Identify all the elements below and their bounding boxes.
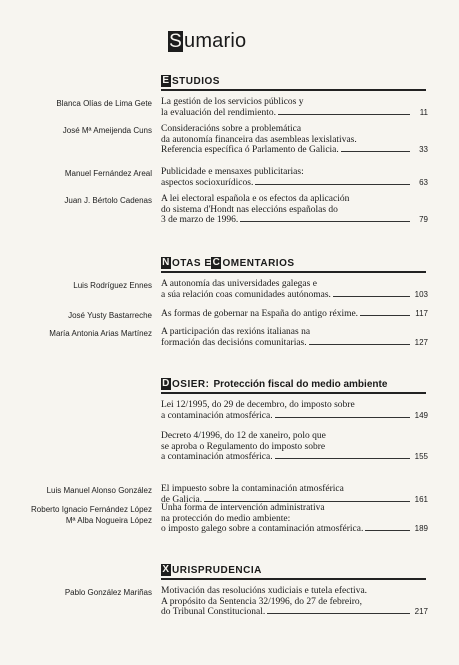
entry-title-line: Unha forma de intervención administrativa: [161, 503, 325, 513]
entry-title-text: o imposto galego sobre a contaminación atmosférica.: [161, 524, 364, 535]
page-title: [168, 30, 246, 53]
entry-title-text: a contaminación atmosférica.: [161, 452, 273, 463]
entry-title-line: La gestión de los servicios públicos y: [161, 97, 304, 107]
toc-entry[interactable]: [161, 124, 428, 156]
page-number: 103: [414, 289, 428, 299]
leader-line: [267, 613, 410, 614]
toc-entry[interactable]: [161, 503, 428, 535]
page-number: 127: [414, 337, 428, 347]
entry-title-line: [161, 178, 428, 189]
entry-title-line: [161, 338, 428, 349]
entry-title-text: a contaminación atmosférica.: [161, 410, 273, 421]
page-number: 79: [419, 215, 428, 225]
entry-title-text: do Tribunal Constitucional.: [161, 607, 266, 618]
entry-title-line: [161, 215, 428, 226]
toc-entry[interactable]: [161, 167, 428, 188]
entry-title-text: aspectos socioxurídicos.: [161, 177, 254, 188]
section-initial: N: [162, 257, 170, 268]
entry-title-line: [161, 452, 428, 463]
entry-title-line: Lei 12/1995, do 29 de decembro, do imposto sobre: [161, 400, 355, 410]
author-name: María Antonia Arias Martínez: [49, 329, 152, 338]
entry-title-line: El impuesto sobre la contaminación atmosférica: [161, 484, 344, 494]
section-heading: [161, 564, 262, 576]
author-name: Juan J. Bértolo Cadenas: [64, 196, 152, 205]
entry-author: [0, 485, 152, 496]
entry-title-text: la evaluación del rendimiento.: [161, 107, 277, 118]
page-number: 161: [414, 494, 428, 504]
entry-title-text: As formas de gobernar na España do antigo réxime.: [161, 309, 359, 319]
author-name: Luis Manuel Alonso González: [46, 486, 152, 495]
page-number: 189: [414, 524, 428, 534]
leader-line: [365, 530, 410, 531]
entry-title-line: Decreto 4/1996, do 12 de xaneiro, polo que: [161, 431, 326, 441]
section-title: STUDIOS: [172, 75, 220, 87]
entry-title-line: A participación das rexións italianas na: [161, 327, 311, 337]
entry-title-line: Publicidade e mensaxes publicitarias:: [161, 167, 304, 177]
page-number: 33: [419, 145, 428, 155]
entry-title-text: formación das decisións comunitarias.: [161, 337, 307, 348]
leader-line: [240, 221, 410, 222]
entry-title-line: da autonomía financeira das asembleas lexislativas.: [161, 134, 357, 145]
page-number: 149: [414, 410, 428, 420]
entry-title-line: [161, 607, 428, 618]
section-title: OSIER:: [172, 378, 210, 390]
section-initial: E: [162, 75, 170, 86]
toc-entry[interactable]: [161, 309, 428, 320]
entry-title-line: [161, 145, 428, 156]
toc-entry[interactable]: [161, 279, 428, 300]
entry-title-line: se aproba o Regulamento do imposto sobre: [161, 441, 326, 452]
leader-line: [278, 114, 410, 115]
section-heading: [161, 75, 220, 87]
author-name: José Mª Ameijenda Cuns: [62, 126, 152, 135]
author-name: Roberto Ignacio Fernández López: [31, 505, 152, 514]
entry-title-line: [161, 411, 428, 422]
entry-title-text: Referencia específica ó Parlamento de Galicia.: [161, 145, 339, 156]
section-rule: [161, 271, 426, 273]
section-title: OMENTARIOS: [222, 257, 295, 269]
entry-author: [0, 587, 152, 598]
entry-author: [0, 125, 152, 136]
toc-entry[interactable]: [161, 431, 428, 463]
author-name: Pablo González Mariñas: [64, 588, 152, 597]
leader-line: [309, 344, 410, 345]
author-name: Luis Rodríguez Ennes: [73, 281, 152, 290]
leader-line: [204, 501, 410, 502]
entry-title-line: Motivación das resolucións xudiciais e tutela efectiva.: [161, 586, 368, 596]
author-name: Mª Alba Nogueira López: [65, 516, 152, 525]
entry-title-line: A lei electoral española e os efectos da aplicación: [161, 194, 350, 204]
toc-entry[interactable]: [161, 194, 428, 226]
leader-line: [333, 296, 410, 297]
entry-author: [0, 280, 152, 291]
page-number: 155: [414, 452, 428, 462]
page-number: 117: [415, 309, 428, 318]
entry-title-line: A autonomía das universidades galegas e: [161, 279, 317, 289]
page-number: 11: [419, 107, 428, 117]
entry-title-text: 3 de marzo de 1996.: [161, 215, 239, 226]
section-initial: X: [162, 564, 170, 575]
author-name: Blanca Olías de Lima Gete: [56, 99, 152, 108]
section-initial: C: [212, 257, 221, 268]
toc-entry[interactable]: [161, 586, 428, 618]
title-rest: umario: [184, 30, 247, 52]
entry-author: [0, 195, 152, 206]
entry-author: [0, 328, 152, 339]
entry-title-line: [161, 524, 428, 535]
leader-line: [255, 184, 410, 185]
author-name: José Yusty Bastarreche: [68, 311, 152, 320]
entry-title-text: de Galicia.: [161, 494, 203, 505]
entry-title-text: a súa relación coas comunidades autónomas.: [161, 289, 331, 300]
entry-title-line: do sistema d'Hondt nas eleccións españolas do: [161, 204, 338, 215]
page-number: 63: [419, 177, 428, 187]
section-rule: [161, 578, 426, 580]
entry-author: [0, 310, 152, 321]
toc-entry[interactable]: [161, 400, 428, 421]
leader-line: [341, 151, 410, 152]
section-rule: [161, 89, 426, 91]
section-rule: [161, 392, 426, 394]
entry-title-line: na protección do medio ambiente:: [161, 513, 291, 524]
author-name: Manuel Fernández Areal: [64, 169, 152, 178]
entry-title-line: [161, 108, 428, 119]
leader-line: [275, 417, 410, 418]
section-title: OTAS E: [172, 257, 212, 269]
title-initial: S: [169, 31, 182, 52]
leader-line: [360, 315, 410, 316]
section-heading: [161, 378, 387, 390]
toc-entry[interactable]: [161, 97, 428, 118]
section-heading: [161, 257, 295, 269]
entry-title-line: [161, 290, 428, 301]
toc-entry[interactable]: [161, 484, 428, 505]
entry-author: [0, 98, 152, 109]
entry-title-line: A propósito da Sentencia 32/1996, do 27 de febreiro,: [161, 596, 363, 607]
section-subtitle: Protección fiscal do medio ambiente: [213, 378, 388, 390]
entry-title-line: Consideracións sobre a problemática: [161, 124, 302, 134]
entry-title-line: [161, 309, 428, 320]
leader-line: [275, 458, 410, 459]
section-initial: D: [162, 378, 170, 389]
entry-author: [0, 168, 152, 179]
page-number: 217: [414, 607, 428, 617]
toc-entry[interactable]: [161, 327, 428, 348]
entry-author: [0, 504, 152, 526]
section-title: URISPRUDENCIA: [172, 564, 262, 576]
